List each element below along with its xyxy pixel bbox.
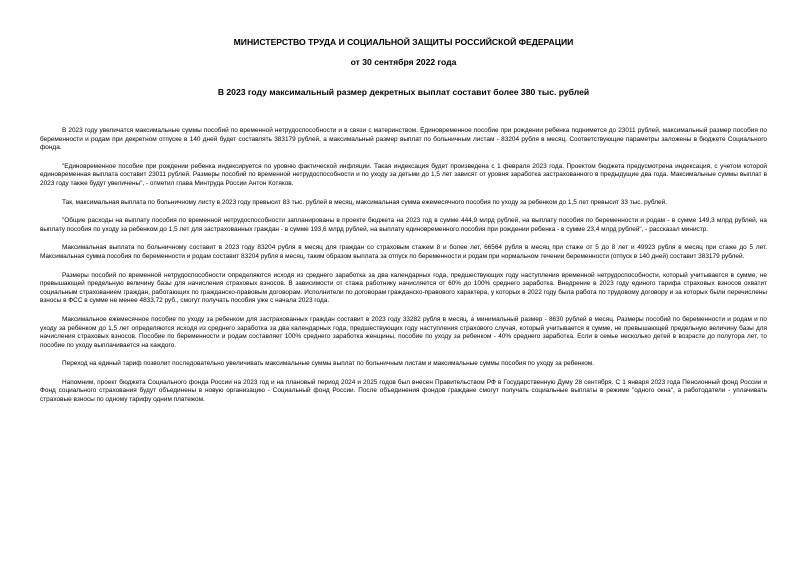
paragraph-9: Напомним, проект бюджета Социального фонда России на 2023 год и на плановый период 2024 и 2025 годов был внесен Правительством РФ в Государственную Думу 28 сентября. С 1 января 2023 года Пенсионный фонд России и Фонд социального страхования будут объединены в новую организацию - Социальный фонд России. После объединения фондов граждане смогут получать социальные выплаты в режиме "одного окна", а работодатели - уплачивать страховые взносы по одному тарифу одним платежом. bbox=[40, 378, 767, 404]
paragraph-8: Переход на единый тариф позволит последовательно увеличивать максимальные суммы выплат по больничным листам и максимальные суммы пособия по уходу за ребенком. bbox=[62, 360, 595, 368]
paragraph-3: Так, максимальная выплата по больничному листу в 2023 году превысит 83 тыс. рублей в месяц, максимальная сумма ежемесячного пособия по уходу за ребенком до 1,5 лет превысит 33 тыс. рублей. bbox=[62, 198, 668, 206]
paragraph-7: Максимальное ежемесячное пособие по уходу за ребенком для застрахованных граждан составит в 2023 году 33282 рубля в месяц, а минимальный размер - 8630 рублей в месяц. Размеры пособий по беременности и родам и по уходу за ребенком до 1,5 лет определяются исходя из среднего заработка за два календарных года, предшествующих году наступления страхового случая, который учитывается в сумме, не превышающей предельную величину базы для начисления страховых взносов. Пособие по беременности и родам составляет 100% среднего заработка женщины, пособие по уходу за ребенком - 40% среднего заработка. Если в семье несколько детей в возрасте до полутора лет, то пособие по уходу выплачивается на каждого. bbox=[40, 315, 767, 349]
paragraph-6: Размеры пособий по временной нетрудоспособности определяются исходя из среднего заработка за два календарных года, предшествующих году наступления временной нетрудоспособности, который учитывается в сумме, не превышающей предельную величину базы для начисления страховых взносов. В зависимости от стажа работнику начисляется от 60% до 100% среднего заработка. Внедрение в 2023 году единого тарифа страховых взносов охватит социальным страхованием граждан, работающих по гражданско-правовым договорам. Исполнители по договорам гражданско-правового характера, у которых в 2022 году была работа по трудовому договору и за которых были перечислены взносы в ФСС в сумме не менее 4833,72 руб., смогут получать пособия уже с начала 2023 года. bbox=[40, 271, 767, 305]
paragraph-5: Максимальная выплата по больничному составит в 2023 году 83204 рубля в месяц для граждан со страховым стажем 8 и более лет, 66564 рубля в месяц при стаже от 5 до 8 лет и 49923 рубля в месяц при стаже до 5 лет. Максимальная сумма пособия по беременности и родам составит 83204 рубля в месяц, таким образом выплата за отпуск по беременности и родам при нормальном течении беременности (отпуск в 140 дней) составит 383179 рублей. bbox=[40, 244, 767, 260]
document-date: от 30 сентября 2022 года bbox=[350, 57, 457, 67]
paragraph-1: В 2023 году увеличатся максимальные суммы пособий по временной нетрудоспособности и в связи с материнством. Единовременное пособие при рождении ребенка поднимется до 23011 рублей, максимальный размер пособия по беременности и родам при декретном отпуске в 140 дней будет составлять 383179 рублей, а максимальный размер выплат по больничным листам - 83204 рубля в месяц. Соответствующие параметры заложены в бюджете Социального фонда. bbox=[40, 127, 767, 152]
document-headline: В 2023 году максимальный размер декретных выплат составит более 380 тыс. рублей bbox=[217, 87, 590, 97]
paragraph-2: "Единовременное пособие при рождении ребенка индексируется по уровню фактической инфляции. Такая индексация будет произведена с 1 февраля 2023 года. Проектом бюджета предусмотрена индексация, с учетом которой единовременная выплата составит 23011 рублей. Размеры пособий по временной нетрудоспособности и по уходу за детьми до 1,5 лет зависят от уровня заработка застрахованного в предыдущие два года. Максимальные суммы выплат в 2023 году также будут увеличены", - отметил глава Минтруда России Антон Котяков. bbox=[40, 162, 767, 187]
document-body bbox=[40, 127, 767, 415]
paragraph-4: "Общие расходы на выплату пособия по временной нетрудоспособности запланированы в проекте бюджета на 2023 год в сумме 444,9 млрд рублей, на выплату пособия по беременности и родам - в сумме 149,3 млрд рублей, на выплату пособия по уходу за ребенком до 1,5 лет для застрахованных граждан - в сумме 193,6 млрд рублей, на выплату единовременного пособия при рождении ребенка - в сумме 23,4 млрд рублей", - рассказал министр. bbox=[40, 217, 767, 233]
ministry-title: МИНИСТЕРСТВО ТРУДА И СОЦИАЛЬНОЙ ЗАЩИТЫ РОССИЙСКОЙ ФЕДЕРАЦИИ bbox=[233, 37, 574, 47]
